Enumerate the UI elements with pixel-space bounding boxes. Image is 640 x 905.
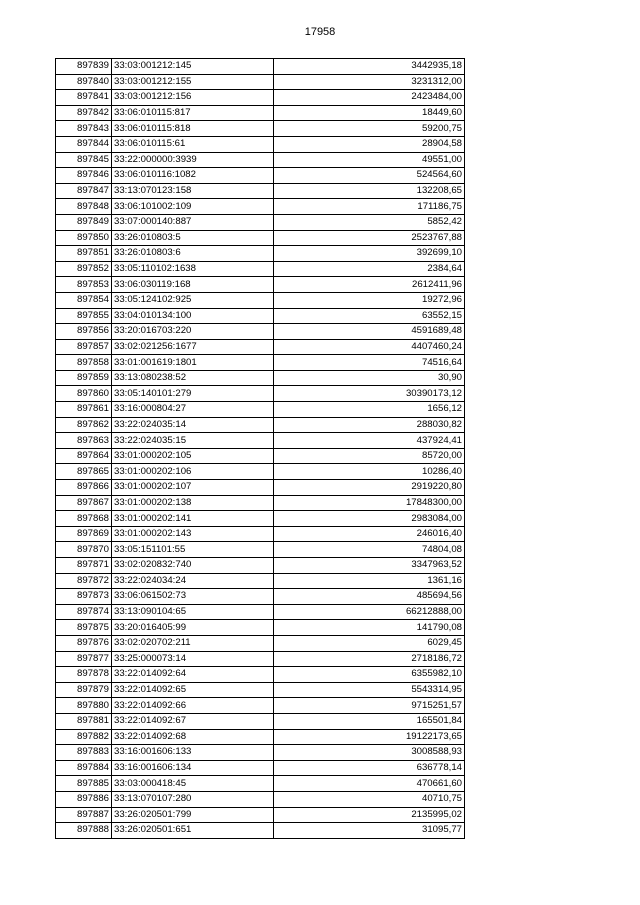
table-row — [56, 183, 465, 199]
row-number-cell: 897874 — [56, 604, 112, 620]
cadastral-value-cell: 636778,14 — [274, 760, 465, 776]
cadastral-number-cell: 33:01:000202:106 — [112, 464, 274, 480]
cadastral-value-cell: 59200,75 — [274, 121, 465, 137]
row-number-cell: 897862 — [56, 417, 112, 433]
table-row — [56, 776, 465, 792]
cadastral-number-cell: 33:22:024035:15 — [112, 433, 274, 449]
row-number-cell: 897843 — [56, 121, 112, 137]
table-row — [56, 698, 465, 714]
cadastral-value-cell: 6029,45 — [274, 635, 465, 651]
row-number-cell: 897871 — [56, 558, 112, 574]
row-number-cell: 897863 — [56, 433, 112, 449]
cadastral-value-cell: 2612411,96 — [274, 277, 465, 293]
row-number-cell: 897840 — [56, 74, 112, 90]
cadastral-value-cell: 3231312,00 — [274, 74, 465, 90]
table-row — [56, 573, 465, 589]
row-number-cell: 897870 — [56, 542, 112, 558]
cadastral-value-cell: 485694,56 — [274, 589, 465, 605]
cadastral-number-cell: 33:26:020501:799 — [112, 807, 274, 823]
cadastral-number-cell: 33:01:000202:105 — [112, 448, 274, 464]
cadastral-value-cell: 246016,40 — [274, 526, 465, 542]
table-row — [56, 339, 465, 355]
cadastral-number-cell: 33:13:070107:280 — [112, 791, 274, 807]
cadastral-number-cell: 33:22:024034:24 — [112, 573, 274, 589]
cadastral-number-cell: 33:01:001619:1801 — [112, 355, 274, 371]
cadastral-value-cell: 19272,96 — [274, 292, 465, 308]
table-row — [56, 495, 465, 511]
cadastral-number-cell: 33:06:101002:109 — [112, 199, 274, 215]
table-row — [56, 433, 465, 449]
row-number-cell: 897857 — [56, 339, 112, 355]
cadastral-number-cell: 33:13:070123:158 — [112, 183, 274, 199]
row-number-cell: 897882 — [56, 729, 112, 745]
cadastral-value-cell: 9715251,57 — [274, 698, 465, 714]
table-row — [56, 823, 465, 839]
cadastral-number-cell: 33:13:080238:52 — [112, 370, 274, 386]
row-number-cell: 897854 — [56, 292, 112, 308]
cadastral-value-cell: 1361,16 — [274, 573, 465, 589]
cadastral-value-cell: 437924,41 — [274, 433, 465, 449]
row-number-cell: 897846 — [56, 168, 112, 184]
row-number-cell: 897866 — [56, 480, 112, 496]
cadastral-number-cell: 33:26:010803:6 — [112, 246, 274, 262]
table-row — [56, 402, 465, 418]
table-row — [56, 355, 465, 371]
cadastral-number-cell: 33:06:061502:73 — [112, 589, 274, 605]
cadastral-value-cell: 4591689,48 — [274, 324, 465, 340]
row-number-cell: 897841 — [56, 90, 112, 106]
table-row — [56, 667, 465, 683]
table-row — [56, 480, 465, 496]
table-row — [56, 651, 465, 667]
row-number-cell: 897868 — [56, 511, 112, 527]
cadastral-value-cell: 2423484,00 — [274, 90, 465, 106]
cadastral-number-cell: 33:05:110102:1638 — [112, 261, 274, 277]
row-number-cell: 897888 — [56, 823, 112, 839]
cadastral-value-cell: 31095,77 — [274, 823, 465, 839]
cadastral-number-cell: 33:01:000202:107 — [112, 480, 274, 496]
cadastral-number-cell: 33:02:020702:211 — [112, 635, 274, 651]
cadastral-number-cell: 33:22:014092:67 — [112, 713, 274, 729]
cadastral-value-cell: 30390173,12 — [274, 386, 465, 402]
cadastral-number-cell: 33:16:001606:134 — [112, 760, 274, 776]
cadastral-value-cell: 18449,60 — [274, 105, 465, 121]
cadastral-value-cell: 63552,15 — [274, 308, 465, 324]
row-number-cell: 897884 — [56, 760, 112, 776]
row-number-cell: 897847 — [56, 183, 112, 199]
row-number-cell: 897886 — [56, 791, 112, 807]
row-number-cell: 897873 — [56, 589, 112, 605]
row-number-cell: 897876 — [56, 635, 112, 651]
row-number-cell: 897839 — [56, 59, 112, 75]
cadastral-number-cell: 33:16:001606:133 — [112, 745, 274, 761]
table-row — [56, 542, 465, 558]
row-number-cell: 897848 — [56, 199, 112, 215]
table-row — [56, 589, 465, 605]
table-row — [56, 121, 465, 137]
row-number-cell: 897867 — [56, 495, 112, 511]
cadastral-value-cell: 171186,75 — [274, 199, 465, 215]
cadastral-number-cell: 33:07:000140:887 — [112, 214, 274, 230]
cadastral-value-cell: 74516,64 — [274, 355, 465, 371]
cadastral-number-cell: 33:22:014092:68 — [112, 729, 274, 745]
table-row — [56, 199, 465, 215]
table-row — [56, 620, 465, 636]
row-number-cell: 897875 — [56, 620, 112, 636]
cadastral-number-cell: 33:22:014092:64 — [112, 667, 274, 683]
row-number-cell: 897844 — [56, 136, 112, 152]
row-number-cell: 897849 — [56, 214, 112, 230]
row-number-cell: 897851 — [56, 246, 112, 262]
cadastral-value-cell: 40710,75 — [274, 791, 465, 807]
cadastral-value-cell: 2983084,00 — [274, 511, 465, 527]
cadastral-value-cell: 2523767,88 — [274, 230, 465, 246]
cadastral-number-cell: 33:26:010803:5 — [112, 230, 274, 246]
cadastral-value-cell: 3347963,52 — [274, 558, 465, 574]
table-row — [56, 90, 465, 106]
cadastral-value-cell: 4407460,24 — [274, 339, 465, 355]
cadastral-number-cell: 33:13:090104:65 — [112, 604, 274, 620]
table-body — [56, 59, 465, 839]
table-row — [56, 558, 465, 574]
cadastral-number-cell: 33:20:016703:220 — [112, 324, 274, 340]
table-row — [56, 74, 465, 90]
row-number-cell: 897842 — [56, 105, 112, 121]
page-number: 17958 — [304, 26, 336, 38]
cadastral-number-cell: 33:05:151101:55 — [112, 542, 274, 558]
table-row — [56, 760, 465, 776]
cadastral-value-cell: 2919220,80 — [274, 480, 465, 496]
cadastral-number-cell: 33:01:000202:141 — [112, 511, 274, 527]
row-number-cell: 897864 — [56, 448, 112, 464]
cadastral-number-cell: 33:25:000073:14 — [112, 651, 274, 667]
row-number-cell: 897852 — [56, 261, 112, 277]
cadastral-value-cell: 1656,12 — [274, 402, 465, 418]
cadastral-number-cell: 33:20:016405:99 — [112, 620, 274, 636]
table-row — [56, 604, 465, 620]
cadastral-value-cell: 3008588,93 — [274, 745, 465, 761]
table-row — [56, 526, 465, 542]
cadastral-number-cell: 33:22:024035:14 — [112, 417, 274, 433]
row-number-cell: 897859 — [56, 370, 112, 386]
cadastral-value-cell: 288030,82 — [274, 417, 465, 433]
cadastral-number-cell: 33:03:001212:155 — [112, 74, 274, 90]
cadastral-value-cell: 141790,08 — [274, 620, 465, 636]
table-row — [56, 59, 465, 75]
row-number-cell: 897865 — [56, 464, 112, 480]
row-number-cell: 897885 — [56, 776, 112, 792]
cadastral-value-cell: 66212888,00 — [274, 604, 465, 620]
table-row — [56, 511, 465, 527]
row-number-cell: 897850 — [56, 230, 112, 246]
cadastral-number-cell: 33:22:014092:65 — [112, 682, 274, 698]
cadastral-value-cell: 132208,65 — [274, 183, 465, 199]
cadastral-value-cell: 85720,00 — [274, 448, 465, 464]
table-row — [56, 277, 465, 293]
cadastral-value-cell: 28904,58 — [274, 136, 465, 152]
table-row — [56, 308, 465, 324]
table-row — [56, 370, 465, 386]
cadastral-value-cell: 165501,84 — [274, 713, 465, 729]
row-number-cell: 897877 — [56, 651, 112, 667]
cadastral-value-table — [55, 58, 465, 839]
cadastral-number-cell: 33:06:010115:818 — [112, 121, 274, 137]
cadastral-value-cell: 2384,64 — [274, 261, 465, 277]
cadastral-number-cell: 33:06:010116:1082 — [112, 168, 274, 184]
cadastral-number-cell: 33:02:020832:740 — [112, 558, 274, 574]
row-number-cell: 897856 — [56, 324, 112, 340]
table-row — [56, 152, 465, 168]
cadastral-value-cell: 5852,42 — [274, 214, 465, 230]
row-number-cell: 897869 — [56, 526, 112, 542]
cadastral-number-cell: 33:06:030119:168 — [112, 277, 274, 293]
cadastral-value-cell: 2718186,72 — [274, 651, 465, 667]
cadastral-number-cell: 33:03:000418:45 — [112, 776, 274, 792]
table-row — [56, 417, 465, 433]
cadastral-value-cell: 74804,08 — [274, 542, 465, 558]
cadastral-number-cell: 33:01:000202:143 — [112, 526, 274, 542]
table-row — [56, 635, 465, 651]
cadastral-value-cell: 392699,10 — [274, 246, 465, 262]
cadastral-value-cell: 6355982,10 — [274, 667, 465, 683]
row-number-cell: 897858 — [56, 355, 112, 371]
cadastral-number-cell: 33:06:010115:61 — [112, 136, 274, 152]
row-number-cell: 897861 — [56, 402, 112, 418]
cadastral-number-cell: 33:26:020501:651 — [112, 823, 274, 839]
table-row — [56, 791, 465, 807]
table-row — [56, 807, 465, 823]
table-row — [56, 464, 465, 480]
cadastral-number-cell: 33:04:010134:100 — [112, 308, 274, 324]
cadastral-value-cell: 49551,00 — [274, 152, 465, 168]
row-number-cell: 897845 — [56, 152, 112, 168]
cadastral-value-cell: 2135995,02 — [274, 807, 465, 823]
table-row — [56, 745, 465, 761]
row-number-cell: 897872 — [56, 573, 112, 589]
cadastral-number-cell: 33:22:000000:3939 — [112, 152, 274, 168]
table-row — [56, 324, 465, 340]
table-row — [56, 136, 465, 152]
row-number-cell: 897860 — [56, 386, 112, 402]
table-row — [56, 292, 465, 308]
table-row — [56, 230, 465, 246]
cadastral-value-cell: 19122173,65 — [274, 729, 465, 745]
table-row — [56, 729, 465, 745]
row-number-cell: 897878 — [56, 667, 112, 683]
row-number-cell: 897879 — [56, 682, 112, 698]
cadastral-value-cell: 3442935,18 — [274, 59, 465, 75]
row-number-cell: 897853 — [56, 277, 112, 293]
cadastral-number-cell: 33:03:001212:145 — [112, 59, 274, 75]
table-row — [56, 261, 465, 277]
table-row — [56, 246, 465, 262]
row-number-cell: 897883 — [56, 745, 112, 761]
cadastral-value-cell: 10286,40 — [274, 464, 465, 480]
cadastral-number-cell: 33:06:010115:817 — [112, 105, 274, 121]
cadastral-value-cell: 470661,60 — [274, 776, 465, 792]
row-number-cell: 897880 — [56, 698, 112, 714]
cadastral-value-cell: 30,90 — [274, 370, 465, 386]
table-row — [56, 105, 465, 121]
cadastral-number-cell: 33:01:000202:138 — [112, 495, 274, 511]
table-row — [56, 682, 465, 698]
cadastral-number-cell: 33:02:021256:1677 — [112, 339, 274, 355]
table-row — [56, 214, 465, 230]
table-row — [56, 713, 465, 729]
cadastral-number-cell: 33:05:124102:925 — [112, 292, 274, 308]
cadastral-value-cell: 5543314,95 — [274, 682, 465, 698]
table-row — [56, 448, 465, 464]
cadastral-value-cell: 17848300,00 — [274, 495, 465, 511]
cadastral-number-cell: 33:05:140101:279 — [112, 386, 274, 402]
cadastral-value-cell: 524564,60 — [274, 168, 465, 184]
row-number-cell: 897887 — [56, 807, 112, 823]
cadastral-number-cell: 33:22:014092:66 — [112, 698, 274, 714]
cadastral-number-cell: 33:03:001212:156 — [112, 90, 274, 106]
row-number-cell: 897855 — [56, 308, 112, 324]
cadastral-number-cell: 33:16:000804:27 — [112, 402, 274, 418]
table-row — [56, 168, 465, 184]
table-row — [56, 386, 465, 402]
row-number-cell: 897881 — [56, 713, 112, 729]
